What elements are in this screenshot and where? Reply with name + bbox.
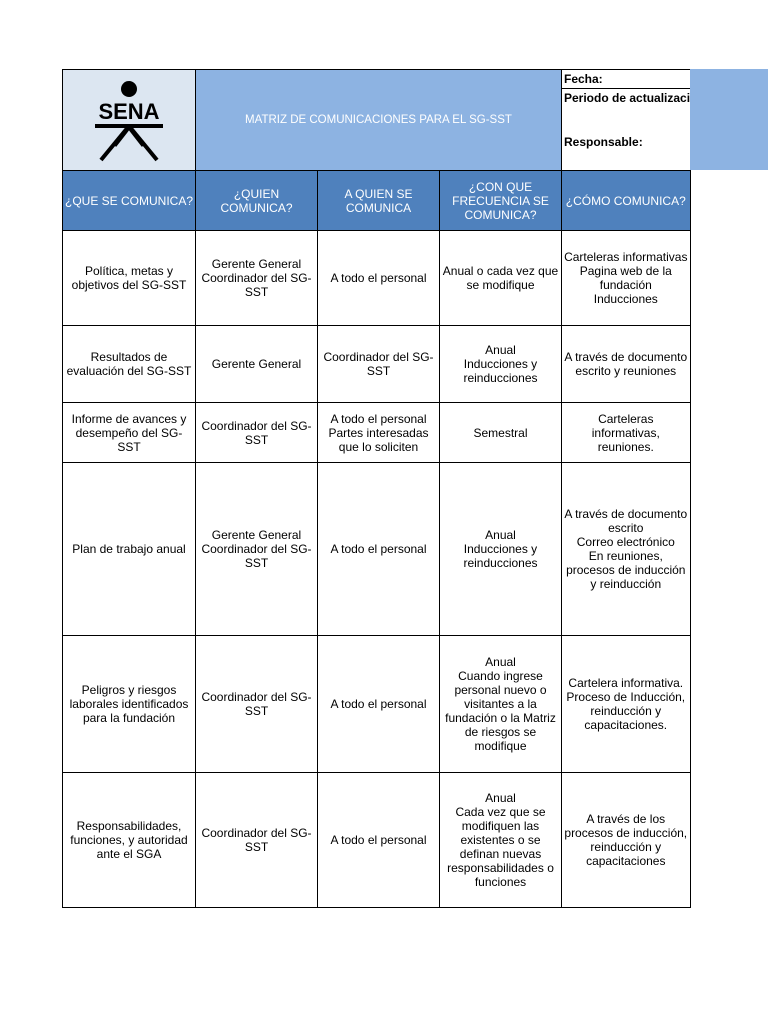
cell-quien: Coordinador del SG-SST [196,773,318,908]
cell-frecuencia: Anual Inducciones y reinducciones [440,463,562,636]
cell-a-quien: A todo el personal [318,463,440,636]
column-header-row [63,171,691,231]
table-row [63,326,691,403]
cell-que: Peligros y riesgos laborales identificados para la fundación [63,636,196,773]
table-row [63,231,691,326]
cell-frecuencia: Anual Cuando ingrese personal nuevo o visitantes a la fundación o la Matriz de riesgos se modifique [440,636,562,773]
document-title: MATRIZ DE COMUNICACIONES PARA EL SG-SST [196,70,562,171]
cell-a-quien: A todo el personal [318,636,440,773]
cell-como: Carteleras informativas, reuniones. [562,403,691,463]
metadata-cell [562,70,691,171]
header-fill-block [683,69,768,170]
cell-quien: Coordinador del SG-SST [196,636,318,773]
column-header-como: ¿CÓMO COMUNICA? [562,171,691,231]
cell-como: A través de documento escrito Correo electrónico En reuniones, procesos de inducción y reinducción [562,463,691,636]
table-row [63,773,691,908]
cell-quien: Coordinador del SG-SST [196,403,318,463]
cell-a-quien: Coordinador del SG-SST [318,326,440,403]
cell-como: A través de documento escrito y reuniones [562,326,691,403]
fecha-label: Fecha: [564,72,603,86]
cell-frecuencia: Anual Inducciones y reinducciones [440,326,562,403]
logo-text: SENA [98,98,160,124]
cell-frecuencia: Semestral [440,403,562,463]
cell-frecuencia: Anual o cada vez que se modifique [440,231,562,326]
cell-a-quien: A todo el personal Partes interesadas que lo soliciten [318,403,440,463]
cell-como: Cartelera informativa. Proceso de Inducción, reinducción y capacitaciones. [562,636,691,773]
cell-quien: Gerente General Coordinador del SG-SST [196,463,318,636]
cell-a-quien: A todo el personal [318,773,440,908]
cell-que: Política, metas y objetivos del SG-SST [63,231,196,326]
table-row [63,463,691,636]
column-header-a-quien: A QUIEN SE COMUNICA [318,171,440,231]
column-header-quien: ¿QUIEN COMUNICA? [196,171,318,231]
cell-que: Plan de trabajo anual [63,463,196,636]
cell-quien: Gerente General Coordinador del SG-SST [196,231,318,326]
sena-logo-icon [81,76,177,162]
cell-que: Responsabilidades, funciones, y autoridad ante el SGA [63,773,196,908]
responsable-label: Responsable: [564,135,643,149]
table-row [63,403,691,463]
title-row [63,70,691,171]
cell-que: Resultados de evaluación del SG-SST [63,326,196,403]
cell-a-quien: A todo el personal [318,231,440,326]
cell-que: Informe de avances y desempeño del SG-SST [63,403,196,463]
communications-matrix [62,69,691,908]
cell-como: Carteleras informativas Pagina web de la fundación Inducciones [562,231,691,326]
periodo-label: Periodo de actualizaci [562,88,690,107]
column-header-que: ¿QUE SE COMUNICA? [63,171,196,231]
cell-quien: Gerente General [196,326,318,403]
table-row [63,636,691,773]
cell-como: A través de los procesos de inducción, reinducción y capacitaciones [562,773,691,908]
cell-frecuencia: Anual Cada vez que se modifiquen las existentes o se definan nuevas responsabilidades o funciones [440,773,562,908]
column-header-frecuencia: ¿CON QUE FRECUENCIA SE COMUNICA? [440,171,562,231]
matrix-table [62,69,691,908]
logo-cell [63,70,196,171]
